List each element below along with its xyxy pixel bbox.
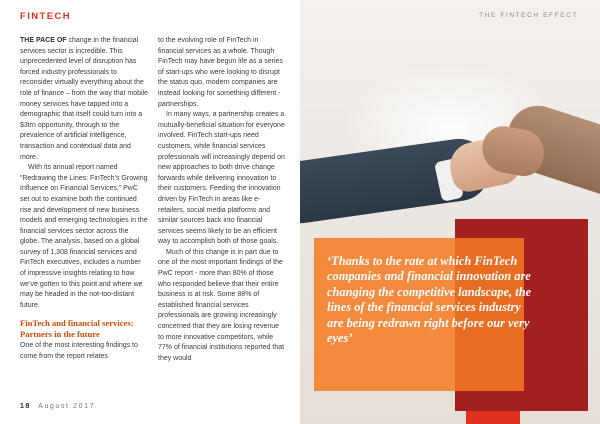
subheading: FinTech and financial services: Partners in the future — [20, 318, 134, 340]
paragraph: Much of this change is in part due to one of the most important findings of the PwC report - more than 80% of those who responded believe that their entire business is at risk. Some 88% of established financial services professionals are growing increasingly concerned that they are losing revenue to more innovative competitors, while 77% of financial institutions reported that they would — [158, 248, 285, 362]
paragraph: to the evolving role of FinTech in financial services as a whole. Though FinTech may have begun life as a series of start-ups who were looking to disrupt the status quo, modern companies are instead looking for something different - partnerships. — [158, 37, 283, 108]
paragraph: With its annual report named “Redrawing the Lines: FinTech’s Growing Influence on Financial Services,” PwC set out to examine both the continued rise and development of new business models and emerging technologies in the financial services sector across the globe. The analysis, based on a global survey of 1,308 financial services and FinTech executives, includes a number of impressive insights relating to how we’ve gotten to this point and where we may be headed in the not-too-distant future. — [20, 164, 148, 309]
section-label: FINTECH — [20, 11, 71, 22]
page-number: 18 — [20, 403, 31, 410]
article-column-1 — [20, 36, 148, 363]
issue-date: August 2017 — [38, 403, 96, 410]
opening-paragraph — [20, 36, 148, 163]
right-page — [300, 0, 600, 424]
article-column-2 — [158, 36, 286, 364]
opening-text: change in the financial services sector is incredible. This unprecedented level of disruption has forced industry professionals to reconsider virtually everything about the role of finance – from the way that mobile money services have tapped into a demographic that itself could turn into a $3trn opportunity, through to the prevalence of artificial intelligence, transaction and contextual data and more. — [20, 37, 149, 161]
running-head: THE FINTECH EFFECT — [479, 12, 578, 19]
lead-in: THE PACE OF — [20, 37, 67, 44]
pull-quote: ‘Thanks to the rate at which FinTech companies and financial innovation are changing the competitive landscape, the lines of the financial services industry are being redrawn right before our very eyes’ — [327, 254, 532, 346]
page-footer — [20, 403, 95, 410]
paragraph: In many ways, a partnership creates a mutually-beneficial situation for everyone involved. FinTech start-ups need customers, while financial services professionals will increasingly depend on new approaches to both drive change forwards while delivering innovation to their customers. Feeding the innovation driven by FinTech in areas like e-retailers, social media platforms and similar sources back into financial services seems likely to be an efficient way to accomplish both of those goals. — [158, 111, 285, 246]
paragraph: One of the most interesting findings to come from the report relates — [20, 342, 138, 361]
